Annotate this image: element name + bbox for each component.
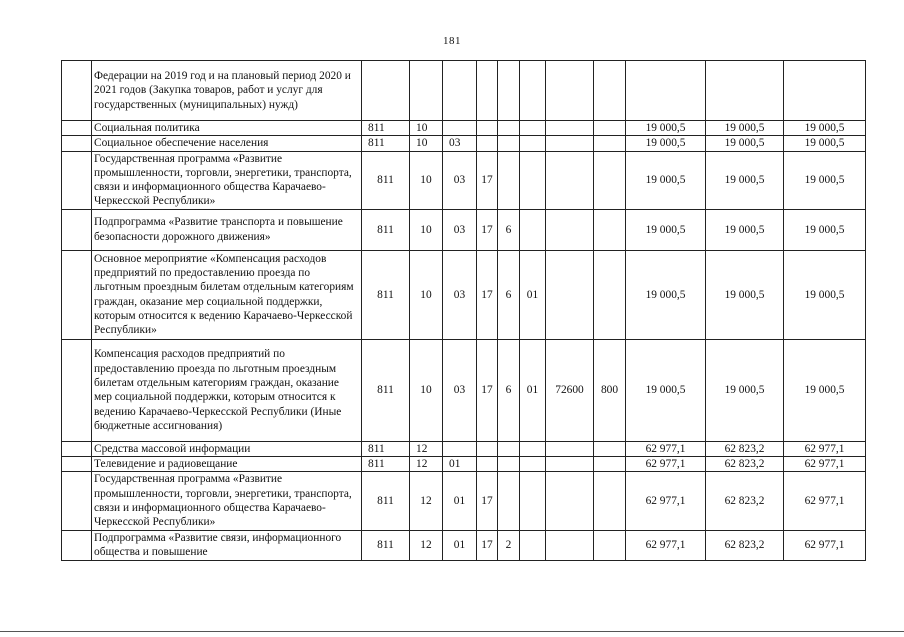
code-cell-c5 bbox=[498, 457, 520, 472]
code-cell-c4: 17 bbox=[477, 151, 498, 209]
code-cell-c6 bbox=[520, 472, 546, 530]
amount-cell-y2020: 62 823,2 bbox=[706, 457, 784, 472]
code-cell-c2: 12 bbox=[410, 530, 443, 560]
code-cell-c6 bbox=[520, 121, 546, 136]
code-cell-c7 bbox=[546, 61, 594, 121]
code-cell-c8 bbox=[594, 250, 626, 339]
item-name-cell: Подпрограмма «Развитие транспорта и повышение безопасности дорожного движения» bbox=[92, 209, 362, 250]
amount-cell-y2020: 19 000,5 bbox=[706, 136, 784, 151]
code-cell-c4: 17 bbox=[477, 472, 498, 530]
amount-cell-y2021: 62 977,1 bbox=[784, 530, 866, 560]
code-cell-c5 bbox=[498, 136, 520, 151]
code-cell-c1: 811 bbox=[362, 472, 410, 530]
code-cell-c1 bbox=[362, 61, 410, 121]
code-cell-c8 bbox=[594, 457, 626, 472]
code-cell-c1: 811 bbox=[362, 250, 410, 339]
code-cell-c8 bbox=[594, 151, 626, 209]
amount-cell-y2020: 19 000,5 bbox=[706, 151, 784, 209]
row-number-cell bbox=[62, 530, 92, 560]
code-cell-c4 bbox=[477, 121, 498, 136]
amount-cell-y2021: 62 977,1 bbox=[784, 472, 866, 530]
row-number-cell bbox=[62, 457, 92, 472]
code-cell-c4: 17 bbox=[477, 339, 498, 441]
row-number-cell bbox=[62, 151, 92, 209]
code-cell-c2: 12 bbox=[410, 457, 443, 472]
code-cell-c6 bbox=[520, 457, 546, 472]
amount-cell-y2021: 19 000,5 bbox=[784, 136, 866, 151]
code-cell-c6: 01 bbox=[520, 339, 546, 441]
code-cell-c5: 6 bbox=[498, 339, 520, 441]
amount-cell-y2019: 19 000,5 bbox=[626, 339, 706, 441]
code-cell-c2: 10 bbox=[410, 209, 443, 250]
code-cell-c5 bbox=[498, 121, 520, 136]
table-row bbox=[62, 209, 866, 250]
code-cell-c3: 03 bbox=[443, 250, 477, 339]
row-number-cell bbox=[62, 250, 92, 339]
table-row bbox=[62, 136, 866, 151]
item-name-cell: Подпрограмма «Развитие связи, информационного общества и повышение bbox=[92, 530, 362, 560]
code-cell-c6: 01 bbox=[520, 250, 546, 339]
code-cell-c7: 72600 bbox=[546, 339, 594, 441]
amount-cell-y2019: 19 000,5 bbox=[626, 121, 706, 136]
code-cell-c2: 12 bbox=[410, 472, 443, 530]
code-cell-c4 bbox=[477, 457, 498, 472]
code-cell-c2: 10 bbox=[410, 339, 443, 441]
amount-cell-y2019: 19 000,5 bbox=[626, 250, 706, 339]
code-cell-c1: 811 bbox=[362, 136, 410, 151]
code-cell-c1: 811 bbox=[362, 209, 410, 250]
item-name-cell: Государственная программа «Развитие промышленности, торговли, энергетики, транспорта, связи и информационного общества Карачаево-Черкесской Республики» bbox=[92, 472, 362, 530]
code-cell-c4 bbox=[477, 441, 498, 456]
code-cell-c6 bbox=[520, 530, 546, 560]
item-name-cell: Основное мероприятие «Компенсация расходов предприятий по предоставлению проезда по льготным проездным билетам отдельным категориям граждан, оказание мер социальной поддержки, которым относится к ведению Карачаево-Черкесской Республики» bbox=[92, 250, 362, 339]
amount-cell-y2021: 19 000,5 bbox=[784, 250, 866, 339]
code-cell-c3: 03 bbox=[443, 339, 477, 441]
code-cell-c5: 6 bbox=[498, 250, 520, 339]
code-cell-c3 bbox=[443, 441, 477, 456]
item-name-cell: Социальная политика bbox=[92, 121, 362, 136]
table-row bbox=[62, 472, 866, 530]
amount-cell-y2019: 19 000,5 bbox=[626, 209, 706, 250]
amount-cell-y2021: 19 000,5 bbox=[784, 209, 866, 250]
code-cell-c5 bbox=[498, 151, 520, 209]
amount-cell-y2021: 19 000,5 bbox=[784, 121, 866, 136]
code-cell-c7 bbox=[546, 136, 594, 151]
amount-cell-y2020: 19 000,5 bbox=[706, 209, 784, 250]
code-cell-c2: 10 bbox=[410, 121, 443, 136]
code-cell-c3 bbox=[443, 121, 477, 136]
code-cell-c1: 811 bbox=[362, 151, 410, 209]
code-cell-c7 bbox=[546, 151, 594, 209]
amount-cell-y2021: 19 000,5 bbox=[784, 151, 866, 209]
row-number-cell bbox=[62, 121, 92, 136]
item-name-cell: Государственная программа «Развитие промышленности, торговли, энергетики, транспорта, связи и информационного общества Карачаево-Черкесской Республики» bbox=[92, 151, 362, 209]
code-cell-c2: 10 bbox=[410, 250, 443, 339]
code-cell-c1: 811 bbox=[362, 457, 410, 472]
item-name-cell: Федерации на 2019 год и на плановый период 2020 и 2021 годов (Закупка товаров, работ и услуг для государственных (муниципальных) нужд) bbox=[92, 61, 362, 121]
row-number-cell bbox=[62, 472, 92, 530]
table-row bbox=[62, 250, 866, 339]
code-cell-c1: 811 bbox=[362, 339, 410, 441]
code-cell-c4 bbox=[477, 61, 498, 121]
code-cell-c1: 811 bbox=[362, 441, 410, 456]
code-cell-c4 bbox=[477, 136, 498, 151]
code-cell-c1: 811 bbox=[362, 530, 410, 560]
amount-cell-y2020: 62 823,2 bbox=[706, 530, 784, 560]
table-row bbox=[62, 457, 866, 472]
code-cell-c7 bbox=[546, 457, 594, 472]
code-cell-c6 bbox=[520, 441, 546, 456]
code-cell-c4: 17 bbox=[477, 209, 498, 250]
amount-cell-y2020: 62 823,2 bbox=[706, 441, 784, 456]
code-cell-c5: 2 bbox=[498, 530, 520, 560]
code-cell-c6 bbox=[520, 61, 546, 121]
budget-table bbox=[61, 60, 866, 561]
code-cell-c8 bbox=[594, 530, 626, 560]
code-cell-c3: 01 bbox=[443, 457, 477, 472]
amount-cell-y2020 bbox=[706, 61, 784, 121]
amount-cell-y2019: 62 977,1 bbox=[626, 472, 706, 530]
table-row bbox=[62, 61, 866, 121]
amount-cell-y2021: 19 000,5 bbox=[784, 339, 866, 441]
page-number: 181 bbox=[443, 35, 461, 47]
code-cell-c3: 01 bbox=[443, 530, 477, 560]
row-number-cell bbox=[62, 441, 92, 456]
item-name-cell: Компенсация расходов предприятий по предоставлению проезда по льготным проездным билетам отдельным категориям граждан, оказание мер социальной поддержки, которым относится к ведению Карачаево-Черкесской Республики (Иные бюджетные ассигнования) bbox=[92, 339, 362, 441]
code-cell-c6 bbox=[520, 151, 546, 209]
amount-cell-y2019: 62 977,1 bbox=[626, 441, 706, 456]
table-row bbox=[62, 441, 866, 456]
code-cell-c7 bbox=[546, 530, 594, 560]
code-cell-c8 bbox=[594, 209, 626, 250]
item-name-cell: Социальное обеспечение населения bbox=[92, 136, 362, 151]
table-row bbox=[62, 121, 866, 136]
code-cell-c6 bbox=[520, 136, 546, 151]
table-row bbox=[62, 151, 866, 209]
amount-cell-y2020: 62 823,2 bbox=[706, 472, 784, 530]
table-body bbox=[62, 61, 866, 561]
code-cell-c8 bbox=[594, 121, 626, 136]
code-cell-c4: 17 bbox=[477, 530, 498, 560]
row-number-cell bbox=[62, 339, 92, 441]
row-number-cell bbox=[62, 209, 92, 250]
code-cell-c7 bbox=[546, 121, 594, 136]
code-cell-c2: 10 bbox=[410, 136, 443, 151]
amount-cell-y2019: 62 977,1 bbox=[626, 457, 706, 472]
amount-cell-y2019: 62 977,1 bbox=[626, 530, 706, 560]
code-cell-c7 bbox=[546, 250, 594, 339]
code-cell-c2 bbox=[410, 61, 443, 121]
table-row bbox=[62, 339, 866, 441]
code-cell-c5 bbox=[498, 472, 520, 530]
item-name-cell: Телевидение и радиовещание bbox=[92, 457, 362, 472]
code-cell-c7 bbox=[546, 472, 594, 530]
code-cell-c5: 6 bbox=[498, 209, 520, 250]
code-cell-c3: 03 bbox=[443, 151, 477, 209]
code-cell-c2: 10 bbox=[410, 151, 443, 209]
code-cell-c8 bbox=[594, 441, 626, 456]
amount-cell-y2019: 19 000,5 bbox=[626, 136, 706, 151]
row-number-cell bbox=[62, 61, 92, 121]
code-cell-c1: 811 bbox=[362, 121, 410, 136]
amount-cell-y2021: 62 977,1 bbox=[784, 441, 866, 456]
code-cell-c5 bbox=[498, 61, 520, 121]
code-cell-c7 bbox=[546, 209, 594, 250]
amount-cell-y2021: 62 977,1 bbox=[784, 457, 866, 472]
code-cell-c3: 03 bbox=[443, 209, 477, 250]
page-bottom-rule bbox=[0, 631, 904, 632]
row-number-cell bbox=[62, 136, 92, 151]
item-name-cell: Средства массовой информации bbox=[92, 441, 362, 456]
code-cell-c3: 03 bbox=[443, 136, 477, 151]
code-cell-c3: 01 bbox=[443, 472, 477, 530]
code-cell-c7 bbox=[546, 441, 594, 456]
code-cell-c8: 800 bbox=[594, 339, 626, 441]
code-cell-c5 bbox=[498, 441, 520, 456]
code-cell-c2: 12 bbox=[410, 441, 443, 456]
amount-cell-y2020: 19 000,5 bbox=[706, 121, 784, 136]
table-row bbox=[62, 530, 866, 560]
amount-cell-y2020: 19 000,5 bbox=[706, 339, 784, 441]
code-cell-c8 bbox=[594, 136, 626, 151]
amount-cell-y2019 bbox=[626, 61, 706, 121]
amount-cell-y2021 bbox=[784, 61, 866, 121]
amount-cell-y2019: 19 000,5 bbox=[626, 151, 706, 209]
code-cell-c8 bbox=[594, 472, 626, 530]
code-cell-c3 bbox=[443, 61, 477, 121]
code-cell-c6 bbox=[520, 209, 546, 250]
amount-cell-y2020: 19 000,5 bbox=[706, 250, 784, 339]
code-cell-c8 bbox=[594, 61, 626, 121]
code-cell-c4: 17 bbox=[477, 250, 498, 339]
